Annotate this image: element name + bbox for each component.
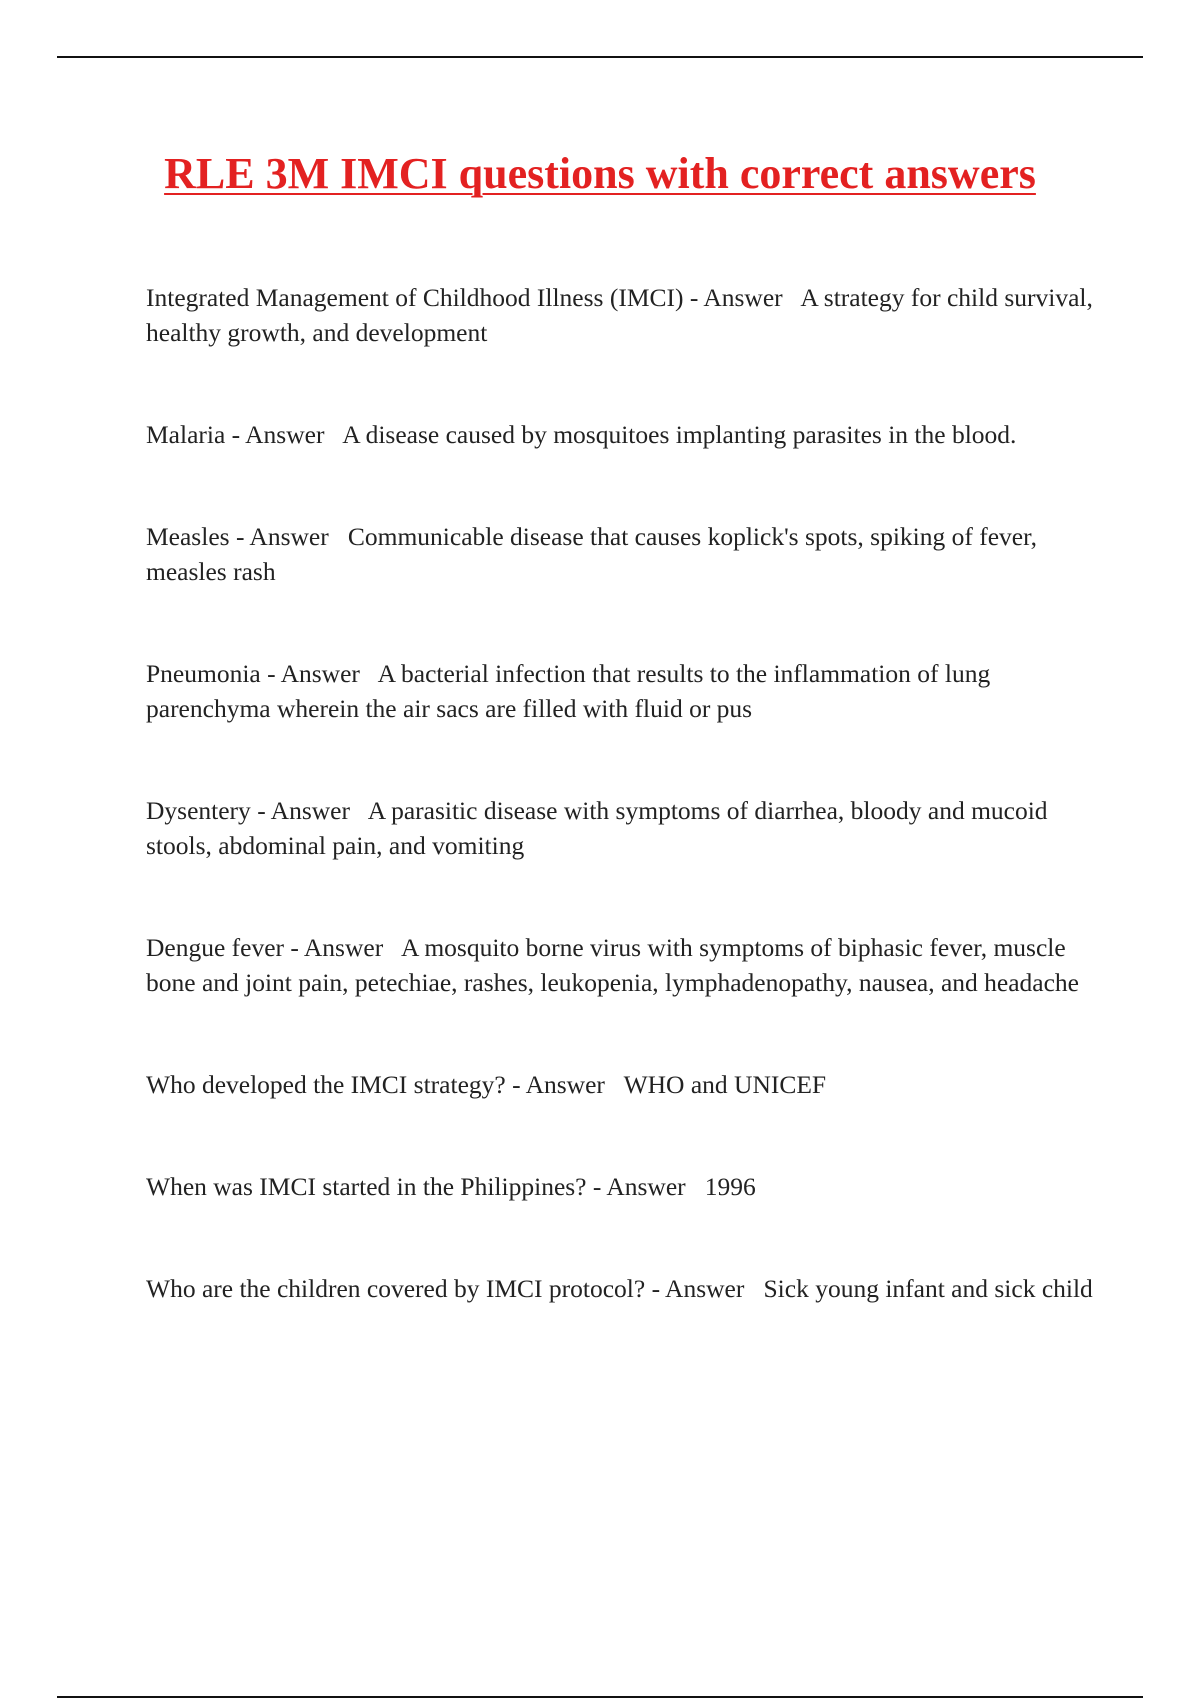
qa-item: Dysentery - Answer A parasitic disease with symptoms of diarrhea, bloody and mucoid stools, abdominal pain, and vomiting bbox=[146, 796, 1048, 860]
answer-label: Answer bbox=[249, 522, 329, 551]
answer: 1996 bbox=[704, 1172, 756, 1201]
qa-item: Dengue fever - Answer A mosquito borne virus with symptoms of biphasic fever, muscle bone and joint pain, petechiae, rashes, leukopenia, lymphadenopathy, nausea, and headache bbox=[146, 933, 1079, 997]
question: Pneumonia bbox=[146, 659, 261, 688]
question: Malaria bbox=[146, 420, 226, 449]
qa-item: When was IMCI started in the Philippines? - Answer 1996 bbox=[146, 1172, 756, 1201]
answer-label: Answer bbox=[245, 420, 325, 449]
question: Dengue fever bbox=[146, 933, 285, 962]
qa-item: Malaria - Answer A disease caused by mosquitoes implanting parasites in the blood. bbox=[146, 420, 1017, 449]
answer: A disease caused by mosquitoes implanting parasites in the blood. bbox=[342, 420, 1017, 449]
bottom-rule bbox=[57, 1696, 1143, 1698]
answer-label: Answer bbox=[703, 283, 783, 312]
question: When was IMCI started in the Philippines? bbox=[146, 1172, 587, 1201]
answer: A bacterial infection that results to the inflammation of lung parenchyma wherein the air sacs are filled with fluid or pus bbox=[146, 659, 991, 723]
document-title: RLE 3M IMCI questions with correct answers bbox=[164, 149, 1036, 198]
question: Integrated Management of Childhood Illness (IMCI) bbox=[146, 283, 684, 312]
answer: A strategy for child survival, healthy growth, and development bbox=[146, 283, 1093, 347]
answer: Sick young infant and sick child bbox=[763, 1274, 1093, 1303]
qa-list bbox=[146, 280, 1096, 1373]
question: Measles bbox=[146, 522, 230, 551]
answer-label: Answer bbox=[303, 933, 384, 962]
qa-item: Integrated Management of Childhood Illness (IMCI) - Answer A strategy for child survival, healthy growth, and development bbox=[146, 283, 1093, 347]
answer: Communicable disease that causes koplick's spots, spiking of fever, measles rash bbox=[146, 522, 1037, 586]
answer-label: Answer bbox=[665, 1274, 745, 1303]
answer-label: Answer bbox=[280, 659, 360, 688]
answer: A parasitic disease with symptoms of diarrhea, bloody and mucoid stools, abdominal pain, and vomiting bbox=[146, 796, 1048, 860]
question: Dysentery bbox=[146, 796, 251, 825]
question: Who developed the IMCI strategy? bbox=[146, 1070, 506, 1099]
answer-label: Answer bbox=[606, 1172, 686, 1201]
answer: WHO and UNICEF bbox=[623, 1070, 827, 1099]
answer: A mosquito borne virus with symptoms of biphasic fever, muscle bone and joint pain, petechiae, rashes, leukopenia, lymphadenopathy, nausea, and headache bbox=[146, 933, 1079, 997]
answer-label: Answer bbox=[525, 1070, 605, 1099]
top-rule bbox=[57, 56, 1143, 58]
qa-item: Who developed the IMCI strategy? - Answer WHO and UNICEF bbox=[146, 1070, 827, 1099]
qa-item: Pneumonia - Answer A bacterial infection that results to the inflammation of lung parenchyma wherein the air sacs are filled with fluid or pus bbox=[146, 659, 991, 723]
answer-label: Answer bbox=[270, 796, 350, 825]
qa-item: Who are the children covered by IMCI protocol? - Answer Sick young infant and sick child bbox=[146, 1274, 1093, 1303]
question: Who are the children covered by IMCI protocol? bbox=[146, 1274, 646, 1303]
qa-item: Measles - Answer Communicable disease that causes koplick's spots, spiking of fever, measles rash bbox=[146, 522, 1037, 586]
